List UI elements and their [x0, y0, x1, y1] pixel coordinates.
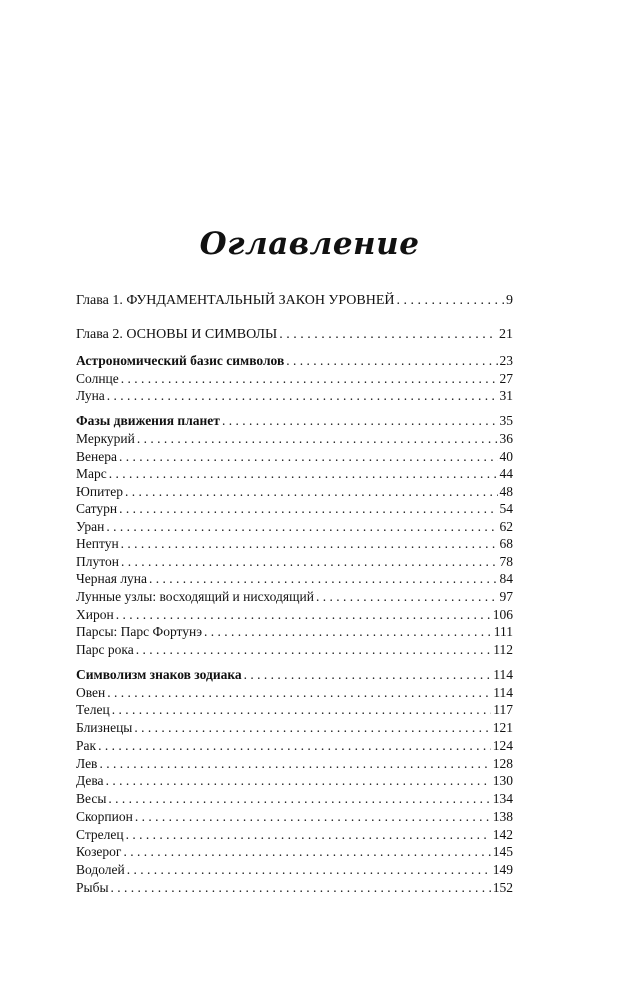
toc-entry-page-number: 21 — [499, 327, 513, 342]
toc-entry — [76, 684, 513, 702]
toc-entry-title: Скорпион — [76, 809, 133, 824]
toc-entry-title: Венера — [76, 449, 117, 464]
toc-section-entry — [76, 352, 513, 370]
toc-entry — [76, 772, 513, 790]
toc-entry-title: Телец — [76, 702, 110, 717]
toc-chapter-entry — [76, 292, 513, 310]
dot-leader — [316, 588, 498, 606]
toc-entry-page-number: 117 — [493, 702, 513, 717]
toc-entry — [76, 826, 513, 844]
toc-entry-title: Стрелец — [76, 827, 124, 842]
toc-entry-title: Дева — [76, 773, 104, 788]
dot-leader — [125, 483, 498, 501]
toc-entry-title: Символизм знаков зодиака — [76, 667, 242, 682]
dot-leader — [121, 370, 498, 388]
toc-entry — [76, 430, 513, 448]
dot-leader — [286, 352, 497, 370]
toc-entry — [76, 606, 513, 624]
toc-entry-page-number: 134 — [492, 791, 513, 806]
toc-entry-title: Весы — [76, 791, 107, 806]
dot-leader — [116, 606, 491, 624]
toc-entry-title: Меркурий — [76, 431, 135, 446]
dot-leader — [111, 879, 491, 897]
toc-entry-page-number: 124 — [492, 738, 513, 753]
dot-leader — [107, 684, 491, 702]
toc-entry-title: Рак — [76, 738, 97, 753]
toc-entry-page-number: 111 — [493, 624, 513, 639]
toc-chapter-entry — [76, 326, 513, 344]
toc-entry-page-number: 9 — [506, 293, 513, 308]
dot-leader — [222, 412, 498, 430]
dot-leader — [397, 292, 504, 310]
toc-entry-title: Глава 1. ФУНДАМЕНТАЛЬНЫЙ ЗАКОН УРОВНЕЙ — [76, 293, 395, 308]
toc-entry-title: Астрономический базис символов — [76, 353, 285, 368]
toc-entry-title: Хирон — [76, 607, 114, 622]
toc-entry-title: Рыбы — [76, 880, 109, 895]
toc-section-entry — [76, 412, 513, 430]
toc-entry — [76, 448, 513, 466]
dot-leader — [149, 570, 497, 588]
toc-entry — [76, 535, 513, 553]
toc-entry-page-number: 40 — [499, 449, 513, 464]
toc-entry — [76, 553, 513, 571]
toc-entry-page-number: 106 — [492, 607, 513, 622]
toc-section-entry — [76, 666, 513, 684]
dot-leader — [112, 701, 492, 719]
toc-entry-page-number: 62 — [499, 519, 513, 534]
dot-leader — [99, 755, 490, 773]
toc-entry-title: Лев — [76, 756, 98, 771]
toc-entry-title: Лунные узлы: восходящий и нисходящий — [76, 589, 314, 604]
page-title: Оглавление — [199, 226, 420, 262]
toc-entry-title: Марс — [76, 466, 107, 481]
toc-entry — [76, 588, 513, 606]
toc-entry — [76, 755, 513, 773]
dot-leader — [137, 430, 498, 448]
toc-entry-title: Водолей — [76, 862, 125, 877]
toc-entry-page-number: 78 — [499, 554, 513, 569]
toc-entry — [76, 387, 513, 405]
toc-entry — [76, 465, 513, 483]
dot-leader — [136, 641, 492, 659]
toc-entry-title: Юпитер — [76, 484, 123, 499]
dot-leader — [119, 500, 497, 518]
toc-entry-title: Нептун — [76, 536, 119, 551]
dot-leader — [134, 719, 490, 737]
toc-entry-page-number: 121 — [492, 720, 513, 735]
dot-leader — [106, 772, 491, 790]
toc-entry-title: Парсы: Парс Фортунэ — [76, 624, 203, 639]
toc-entry-page-number: 145 — [492, 844, 513, 859]
dot-leader — [119, 448, 498, 466]
dot-leader — [127, 861, 491, 879]
toc-entry-title: Парс рока — [76, 642, 134, 657]
dot-leader — [244, 666, 492, 684]
toc-entry-page-number: 152 — [492, 880, 513, 895]
toc-entry — [76, 737, 513, 755]
toc-entry-page-number: 114 — [493, 667, 513, 682]
toc-entry-page-number: 54 — [499, 501, 513, 516]
toc-entry — [76, 790, 513, 808]
toc-entry — [76, 861, 513, 879]
dot-leader — [106, 518, 497, 536]
toc-entry-page-number: 97 — [499, 589, 513, 604]
toc-entry — [76, 623, 513, 641]
toc-entry-page-number: 142 — [492, 827, 513, 842]
toc-entry — [76, 879, 513, 897]
toc-entry-title: Черная луна — [76, 571, 148, 586]
dot-leader — [204, 623, 492, 641]
toc-entry-page-number: 114 — [493, 685, 513, 700]
toc-entry-page-number: 68 — [499, 536, 513, 551]
toc-entry — [76, 570, 513, 588]
toc-entry-title: Солнце — [76, 371, 119, 386]
toc-entry-title: Луна — [76, 388, 105, 403]
toc-entry — [76, 808, 513, 826]
toc-entry-title: Козерог — [76, 844, 122, 859]
toc-entry-page-number: 31 — [499, 388, 513, 403]
toc-entry — [76, 500, 513, 518]
toc-entry — [76, 518, 513, 536]
toc-entry — [76, 483, 513, 501]
dot-leader — [279, 326, 497, 344]
toc-entry-title: Фазы движения планет — [76, 413, 220, 428]
toc-entry-page-number: 149 — [492, 862, 513, 877]
dot-leader — [123, 843, 490, 861]
toc-entry-page-number: 138 — [492, 809, 513, 824]
dot-leader — [98, 737, 491, 755]
toc-entry-page-number: 44 — [499, 466, 513, 481]
toc-entry-page-number: 128 — [492, 756, 513, 771]
toc-entry-title: Сатурн — [76, 501, 118, 516]
toc-entry — [76, 370, 513, 388]
dot-leader — [126, 826, 491, 844]
dot-leader — [121, 535, 498, 553]
toc-entry — [76, 719, 513, 737]
toc-entry-page-number: 130 — [492, 773, 513, 788]
toc-entry-title: Глава 2. ОСНОВЫ И СИМВОЛЫ — [76, 327, 278, 342]
toc-entry-title: Плутон — [76, 554, 119, 569]
toc-entry-page-number: 84 — [499, 571, 513, 586]
dot-leader — [107, 387, 498, 405]
toc-entry-title: Уран — [76, 519, 105, 534]
toc-entry-title: Близнецы — [76, 720, 133, 735]
toc-entry — [76, 701, 513, 719]
toc-entry-page-number: 27 — [499, 371, 513, 386]
toc-entry — [76, 843, 513, 861]
toc-entry-page-number: 112 — [493, 642, 513, 657]
dot-leader — [121, 553, 498, 571]
toc-entry-page-number: 48 — [499, 484, 513, 499]
toc-entry-page-number: 36 — [499, 431, 513, 446]
dot-leader — [108, 790, 490, 808]
toc-entry-title: Овен — [76, 685, 106, 700]
toc-entry — [76, 641, 513, 659]
dot-leader — [135, 808, 491, 826]
toc-entry-page-number: 35 — [499, 413, 513, 428]
toc-entry-page-number: 23 — [499, 353, 513, 368]
dot-leader — [109, 465, 498, 483]
